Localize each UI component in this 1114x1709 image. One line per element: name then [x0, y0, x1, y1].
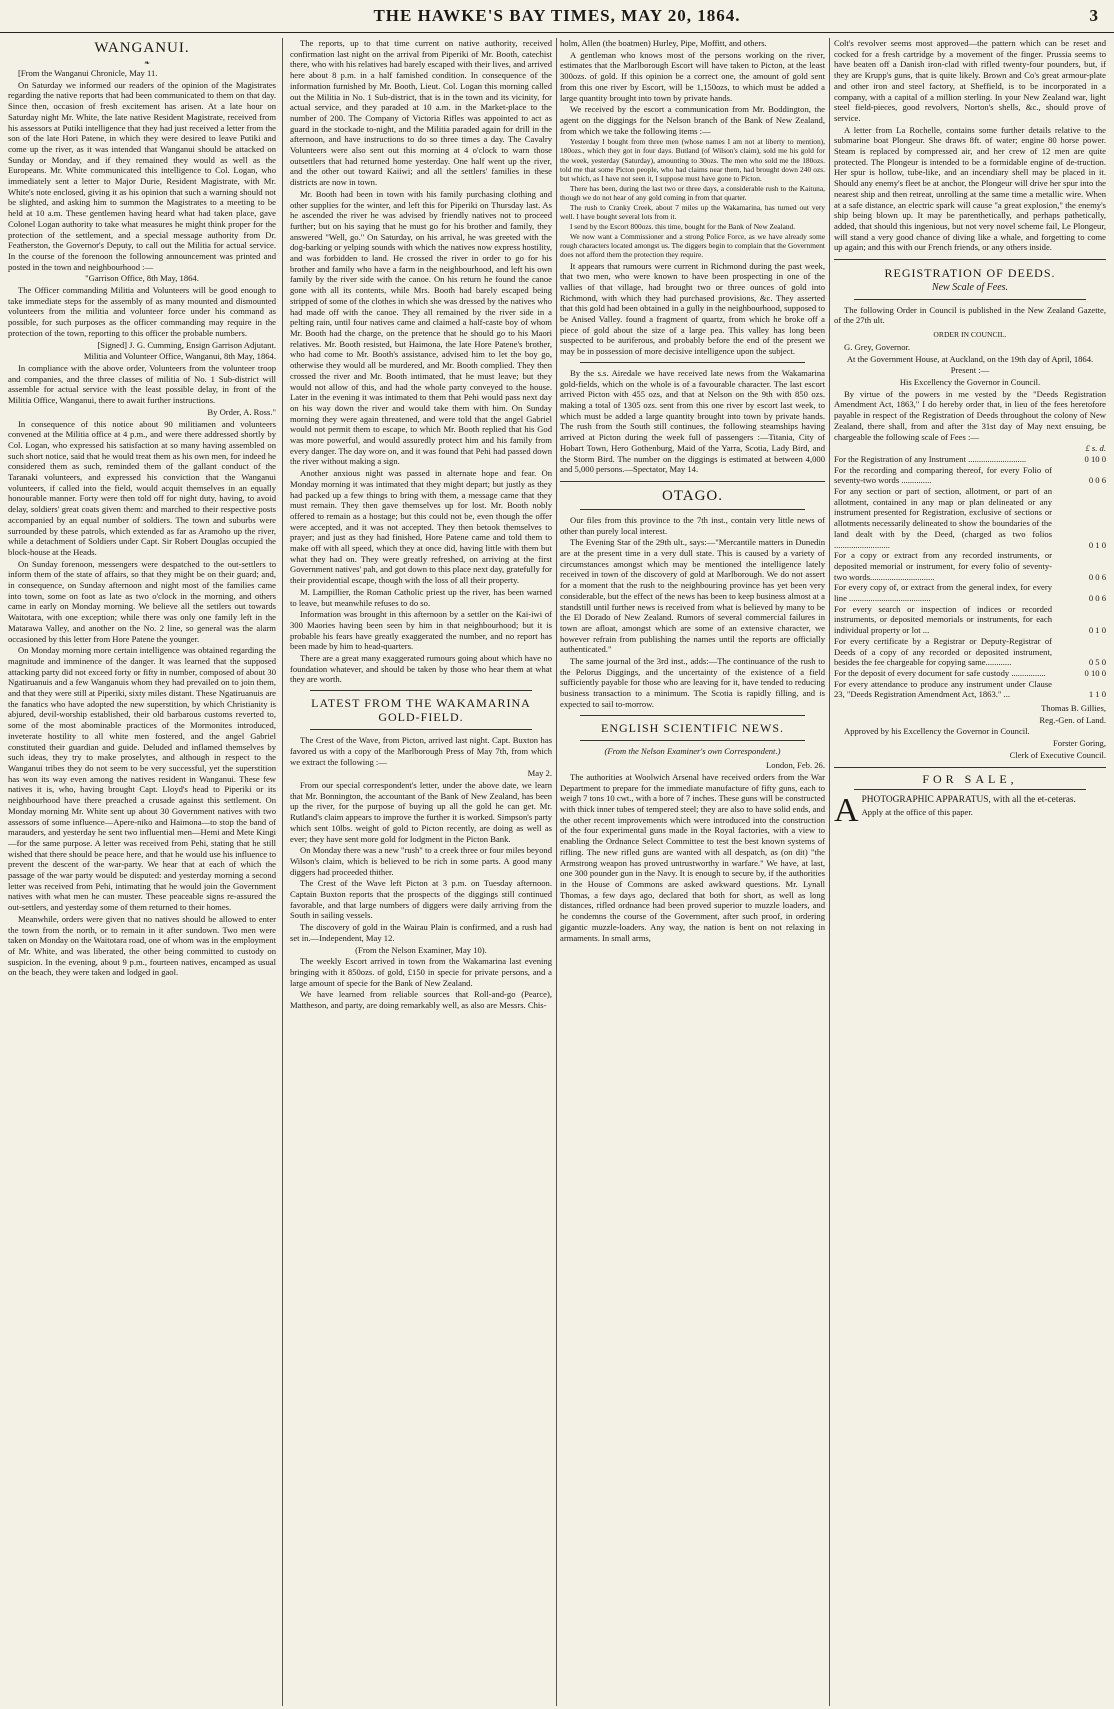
- divider: [834, 767, 1106, 768]
- ad-text: PHOTOGRAPHIC APPARATUS, with all the et-ceteras.: [861, 795, 1076, 806]
- fee-item: For every certificate by a Registrar or Deputy-Registrar of Deeds of a copy of any recorded or deposited instrument, besides the fee chargeable for copying same............: [834, 635, 1052, 668]
- divider: [834, 259, 1106, 260]
- divider: [580, 362, 805, 363]
- paragraph: The weekly Escort arrived in town from the Wakamarina last evening bringing with it 850ozs. of gold, £150 in specie for private persons, and a large amount of specie for the Bank of New Zealand.: [290, 956, 552, 988]
- fee-row: [834, 550, 1106, 582]
- fee-row: [834, 465, 1106, 486]
- paragraph: Colt's revolver seems most approved—the pattern which can be reset and cocked for a fresh cartridge by a movement of the finger. Prussia seems to have beaten off a Danish iron-clad with rifled twenty-four pounders, but, if they are Krupp's guns, that is quite likely. Brown and Co's great armour-plate and other iron and steel factory, at Sheffield, is to be incorporated in a company, with a capital of a million sterling. In your New Zealand war, light steel field-pieces, good revolvers, Norton's shells, &c., should prove of service.: [834, 38, 1106, 123]
- fee-item: For every search or inspection of indices or recorded instruments, or deposited memorials or instruments, for each individual property or lot ...: [834, 603, 1052, 636]
- fee-table: [834, 443, 1106, 700]
- fee-row: [834, 582, 1106, 603]
- paragraph: By virtue of the powers in me vested by the "Deeds Registration Amendment Act, 1863," I do hereby order that, in lieu of the fees heretofore payable in respect of the Registration of Deeds throughout the colony of New Zealand, there shall, from and after the 31st day of May next ensuing, be chargeable the following scale of Fees :—: [834, 388, 1106, 442]
- column-2: [290, 38, 552, 1706]
- article-heading-scientific: ENGLISH SCIENTIFIC NEWS.: [601, 720, 784, 735]
- signature-name: Forster Goring,: [1053, 738, 1106, 749]
- paragraph: Our files from this province to the 7th inst., contain very little news of other than purely local interest.: [560, 514, 825, 536]
- notice-heading-registration: REGISTRATION OF DEEDS.: [884, 266, 1056, 281]
- paragraph: The Crest of the Wave, from Picton, arrived last night. Capt. Buxton has favored us with a copy of the Marlborough Press of May 7th, from which we extract the following :—: [290, 735, 552, 767]
- fee-amount: 0 1 0: [1088, 625, 1106, 636]
- article-heading-wakamarina: LATEST FROM THE WAKAMARINA GOLD-FIELD.: [311, 696, 531, 725]
- paragraph: The Evening Star of the 29th ult., says:—"Mercantile matters in Dunedin are at the present time in a very dull state. This is caused by a variety of circumstances amongst which may be mentioned the intelligence lately received in town of the discovery of gold at Marlborough. We do not assert for a moment that the rush to the neighbouring province has yet been very considerable, but the effect of the news has been to keep business almost at a standstill until further news is received from what is believed by many to be the El Dorado of New Zealand. Rumors of several commercial failures in town are afloat, amongst which are some of an extensive character, we however refrain from publishing the names until the reports are officially authenticated.": [560, 537, 825, 655]
- fee-row: [834, 454, 1106, 465]
- signature-name: Thomas B. Gillies,: [1041, 703, 1106, 714]
- present-label: Present :—: [950, 365, 990, 376]
- paragraph: In consequence of this notice about 90 militiamen and volunteers convened at the Militia office at 4 p.m., and were there addressed shortly by Col. Logan, who expressed his satisfaction at so many having assembled on such short notice, said that he would treat them as his own men, for indeed he considered them as such, reminded them of the gallant conduct of the Taranaki volunteers, and expressed his conviction that the Wanganui volunteers, if called into the field, would acquit themselves in an equally honourable manner. Forty were then told off for night duty, having, to avoid delay, soldiers' great coats given them: and marched to their respective posts accompanied by an equal number of soldiers. The town and suburbs were surrounded by these patrols, which extended as far as Aramoho up the river, while a detachment of Soldiers under Capt. Sir Robert Douglas occupied the block-house at the Heads.: [8, 418, 276, 557]
- paragraph: On Monday morning more certain intelligence was obtained regarding the magnitude and imminence of the danger. It was learned that the supposed attacking party did not exceed forty or fifty in number, composed of about 30 Ngatiruanuis and a few Wanganuis whom they had prevailed on to join them, and that they were still at Piperiki, sixty miles distant. These Ngatiruanuis are the fanatics who have adopted the new superstition, by which Christianity is abjured, devil-worship established, their old barbarous customs reverted to, some of the most abominable practices of the Mormonites introduced, inveterate hostility to all white men fostered, and the angel Gabriel constituted their guardian and guide. Deluded and inflamed themselves by such ideas, they try to make proselytes, and although in respect to the Wanganui tribes they do not seem to be very successful, yet the superstition has won its way even among the natives resident in Wanganui. These few natives it is, who, having brought Capt. Lloyd's head to Piperiki or its neighbourhood have there preached a crusade against this settlement. On Monday morning Mr. White sent up about 30 Government natives with two assessors of some influence—Apere-niko and Haimona—to stop the band of marauders, and yesterday he sent two influential men—Hemi and Mete Kingi—for the same purpose. A letter was received from Pehi, stating that he still wished that there should be peace here, and that he would use his influence to prevent the descent of the war-party. We hear that at each of which the passage of the war party would be disputed: and yesterday morning a second letter was received from Pehi, intimating that he would join the Government natives with what men he can muster. These peaceable signs re-assured the out-settlers, and yesterday some of them returned to their homes.: [8, 645, 276, 913]
- order-title: ORDER IN COUNCIL.: [933, 330, 1007, 340]
- paragraph: Meanwhile, orders were given that no natives should be allowed to enter the town from the north, or to remain in it after sundown. Two men were taken on Monday on the Waitotara road, one of whom was in the employment of Mr. White, and was liberated, the other being committed to custody on suspicion. In the evening, about 9 p.m., fourteen natives, encamped as usual on the beach, they were taken and lodged in gaol.: [8, 913, 276, 978]
- dateline: May 2.: [527, 768, 552, 779]
- paragraph: The Officer commanding Militia and Volunteers will be good enough to take immediate steps for the assembly of as many mounted and dismounted volunteers from the militia and volunteer force under his command as possible, for such purposes as the officer commanding may require in the protection of the town, reporting to this officer the probable numbers.: [8, 285, 276, 338]
- column-rule: [556, 38, 557, 1706]
- fee-row: [834, 486, 1106, 550]
- divider: [560, 481, 825, 482]
- place-line: At the Government House, at Auckland, on the 19th day of April, 1864.: [846, 353, 1094, 364]
- paragraph: From our special correspondent's letter, under the above date, we learn that Mr. Bonnington, the accountant of the Bank of New Zealand, has been up the river, for the purpose of buying up all the gold he can get. Mr. Rutland's claim appears to improve the further it is worked. Simpson's party which sent 10lbs. weight of gold to Picton recently, are doing as well as ever; they have sent more gold for lodgment in the Picton Bank.: [290, 780, 552, 844]
- divider: [580, 715, 805, 716]
- paragraph: The authorities at Woolwich Arsenal have received orders from the War Department to prepare for the immediate manufacture of fifty guns, each to weigh 7 tons 10 cwt., with a bore of 7 inches. These guns will be constructed with thick inner tubes of tempered steel; they are also to have solid ends, and the other recent improvements which were introduced into the construction of the four experimental guns made in the Royal factories, with a view to enabling the Ordnance Select Committee to test the best known systems of rifling. The new rifled guns are wanted with all despatch, as (on dit) "the Armstrong weapon has proved untrustworthy in warfare." We have, at last, one 300 pounder gun in the Navy. It is enough to secure by, if the authorities in the House of Commons are asked awkward questions. Mr. Lynall Thomas, a few days ago, declared that both for short, as well as long distances, rifled ordnance had been proved superior to muzzle loaders, and he condemns the course of the Government, after such proof, in ordering gigantic muzzle-loaders. Any way, the nation is bent on not relaxing in armaments. In small arms,: [560, 771, 825, 943]
- fee-item: For the Registration of any Instrument ...........................: [834, 453, 1027, 464]
- paragraph: The Crest of the Wave left Picton at 3 p.m. on Tuesday afternoon. Captain Buxton reports that the prospects of the diggings still continued favorable, and that large numbers of diggers were daily arriving from the South in sailing vessels.: [290, 878, 552, 921]
- quoted-paragraph: There has been, during the last two or three days, a considerable rush to the Kaituna, though we do not hear of any gold coming in from that quarter.: [560, 183, 825, 202]
- paragraph: The discovery of gold in the Wairau Plain is confirmed, and a rush had set in.—Independent, May 12.: [290, 922, 552, 943]
- notice-dateline: Militia and Volunteer Office, Wanganui, 8th May, 1864.: [83, 351, 276, 362]
- paragraph: The same journal of the 3rd inst., adds:—The continuance of the rush to the Pelorus Diggings, and the uncertainty of the existence of a field sufficiently payable for those who are leaving for it, have tended to reducing business transaction to a minimum. The Scotia is rapidly filling, and is expected to sail to-morrow.: [560, 656, 825, 709]
- fee-item: For the recording and comparing thereof, for every Folio of seventy-two words ..............: [834, 464, 1052, 486]
- paragraph: M. Lampillier, the Roman Catholic priest up the river, has been warned to leave, but meanwhile refuses to do so.: [290, 586, 552, 608]
- column-4: [834, 38, 1106, 1706]
- quoted-paragraph: The rush to Cranky Creek, about 7 miles up the Wakamarina, has turned out very well. I have bought several lots from it.: [560, 202, 825, 222]
- paragraph: The reports, up to that time current on native authority, received confirmation last night on the arrival from Piperiki of Mr. Booth, catechist there, who with his relatives had barely escaped with their lives, and arrived here about 8 p.m. in a half famished condition. In consequence of the information furnished by Mr. Booth, Lieut. Col. Logan this morning called out the Militia in No. 1 Sub-district, that is in the town and its vicinity, for actual service, and they paraded at 10 a.m. in the Market-place to the number of 200. The Company of Victoria Rifles was appointed to act as guard in the stockade to-night, and the Militia paraded again for drill in the afternoon, and have instructions to do so three times a day. The Cavalry Volunteers were also sent out this morning at 4 o'clock to warn those outsettlers that had returned home yesterday. One half went up the river, and the other out toward Kaiiwi; and all the settlers' families in these districts are now in town.: [290, 38, 552, 188]
- fee-item: For every attendance to produce any instrument under Clause 23, "Deeds Registration Amendment Act, 1863." ...: [834, 678, 1052, 700]
- fee-item: For a copy or extract from any recorded instruments, or deposited memorial or instrument, for every folio of seventy-two words..............................: [834, 550, 1052, 582]
- fee-amount: 0 5 0: [1088, 657, 1106, 668]
- paragraph: We have learned from reliable sources that Roll-and-go (Pearce), Mattheson, and party, are doing remarkably well, as also are Messrs. Chis-: [290, 989, 552, 1011]
- fee-amount: 0 1 0: [1088, 539, 1106, 550]
- masthead-title: THE HAWKE'S BAY TIMES, MAY 20, 1864.: [373, 6, 741, 25]
- paragraph: Approved by his Excellency the Governor in Council.: [844, 726, 1030, 737]
- fee-row: [834, 679, 1106, 700]
- paragraph: A letter from La Rochelle, contains some further details relative to the submarine boat Plongeur. She draws 8ft. of water; engine 80 horse power. Steam is replaced by compressed air, and her crew of 12 men are quite protected. The Plongeur is intended to be a formidable engine of de-truction. Her spur is hollow, tube-like, and an incendiary shell may be placed in it. Should any enemy's fleet be at anchor, the Plongeur will drive her spur into the nearest ship and then retreat, unrolling at the same time a metallic wire. When at a safe distance, an electric spark will cause "a great explosion," the enemy's ship being blown up. It may be parenthetically, and perhaps pathetically, added, that should this ingenious, but not very novel scheme fail, Le Plongeur, will stand a very good chance of diving like a whale, and forgetting to come up again; and this with our French friends, or any others inside.: [834, 124, 1106, 253]
- ornament-divider: ❧: [144, 59, 150, 67]
- article-subheading: (From the Nelson Examiner's own Correspondent.): [604, 745, 781, 756]
- column-3: [560, 38, 825, 1706]
- paragraph: On Monday there was a new "rush" to a creek three or four miles beyond Wilson's claim, which is believed to be rich in some parts. A good many diggers had proceeded thither.: [290, 845, 552, 877]
- column-rule: [829, 38, 830, 1706]
- divider: [310, 729, 532, 730]
- fee-amount: 1 1 0: [1088, 689, 1106, 700]
- notice-dateline: "Garrison Office, 8th May, 1864.: [85, 273, 199, 284]
- quoted-paragraph: Yesterday I bought from three men (whose names I am not at liberty to mention), 180ozs., which they got in four days. Butland (of Wilson's claim), sold me his gold for the week, yesterday (Saturday), amounting to 30ozs. The men who sold me the 180ozs. told me that some Picton people, who had claims near them, had brought down 240 ozs. but which, as I have not seen it, I suppose must have gone to Picton.: [560, 137, 825, 183]
- dateline: London, Feb. 26.: [766, 760, 825, 771]
- paragraph: Mr. Booth had been in town with his family purchasing clothing and other supplies for the winter, and left this for Piperiki on Thursday last. As he ascended the river he was advised by friendly natives not to proceed further; but on his saying that he must go for his brother and family, they answered "Well, go." On Saturday, on his arrival, he was greeted with the dog-barking or yelping sounds with which the natives now express hostility, and was forbidden to land. He crossed the river in order to go for his brother and family who have a farm in the neighbourhood, and left his own family by the river side with the canoe. On his return he found the canoe gone with all its contents, while Mrs. Booth had barely escaped being stripped of some of the clothes in which she was dressed by the natives who had made off with the canoe. They all remained by the river side in a pelting rain, until four natives came and claimed a half-caste boy of whom Mr. Booth had the charge, on the pretence that he should go to his Maori relatives. Mr. Booth resisted, but Haimona, the late Hore Patene's brother, who had come to Mr. Booth's assistance, advised him to let the boy go, otherwise they would all be murdered, and Mr. Booth complied. They then crossed the river and Mr. Booth intimated, that he must leave; but they would not allow of this, and had the whole party conveyed to the house. Later in the evening it was intimated to them that Pehi would pass next day on his way down the river and would take them with him. On Sunday morning they were again threatened, and were told that the angel Gabriel would not permit them to escape, to which Mr. Booth replied that his God was more powerful, and would assuredly protect him and his family from every danger. The day wore on, and it was found that Pehi had passed down the river without making a sign.: [290, 188, 552, 467]
- paragraph: [From the Wanganui Chronicle, May 11.: [18, 68, 158, 78]
- divider: [854, 789, 1086, 790]
- for-sale-heading: FOR SALE,: [922, 771, 1018, 786]
- column-rule: [282, 38, 283, 1706]
- divider: [580, 509, 805, 510]
- article-heading-wanganui: WANGANUI.: [94, 40, 190, 56]
- fee-row: [834, 636, 1106, 668]
- fee-amount: 0 10 0: [1084, 667, 1106, 678]
- paragraph: Information was brought in this afternoon by a settler on the Kai-iwi of 300 Maories having been seen by him in that neighbourhood; but it is probable his fears have greatly exaggerated the number, and no report has been made by him to head-quarters.: [290, 609, 552, 652]
- ad-contact: Apply at the office of this paper.: [861, 807, 973, 817]
- fee-amount: 0 10 0: [1084, 453, 1106, 464]
- paragraph: On Sunday forenoon, messengers were despatched to the out-settlers to inform them of the state of affairs, so that they might be on their guard; and, in consequence, on Sunday afternoon and night most of the families came into town, some on foot as late as two o'clock in the morning, and others came in early on Monday morning. We believe all the settlers out towards Waitotara, with one exception; while there was only one family left in the Matarawa Valley, and another on the No. 2 line, so general was the alarm occasioned by this letter from Hore Patene the younger.: [8, 558, 276, 644]
- divider: [580, 740, 805, 741]
- paragraph: A gentleman who knows most of the persons working on the river, estimates that the Marlborough Escort will have taken to Picton, at the least 300ozs. of gold. If this opinion be a correct one, the amount of gold sent from this one river by Escort, will be 1,150ozs, to which must be added a large quantity brought into town by private hands.: [560, 49, 825, 103]
- paragraph: In compliance with the above order, Volunteers from the volunteer troop and companies, and the three classes of militia of No. 1 Sub-district will assemble for actual service with the least possible delay, in front of the Militia Office, Wanganui, there to await further instructions.: [8, 362, 276, 406]
- paragraph: holm, Allen (the boatmen) Hurley, Pipe, Moffitt, and others.: [560, 38, 767, 48]
- paragraph: Another anxious night was passed in alternate hope and fear. On Monday morning it was intimated that they might depart; but justly as they had packed up a few things to bring with them, a message came that they must remain. They then gave themselves up for lost. Mr. Booth nobly offered to remain as a hostage; but this could not be, even though the offer were accepted, and it was not accepted. They then betook themselves to prayer; and just as they had finished, Hore Patene came and told them to make off with all speed, which they at once did, having little with them but what they had on. They were greatly refreshed, on arriving at the first Government natives' pah, and got down to this place next day, gratefully for their providential escape, though with the loss of all their property.: [290, 468, 552, 586]
- paragraph: There are a great many exaggerated rumours going about which have no foundation whatever, and should be taken by those who hear them at what they are worth.: [290, 653, 552, 685]
- source-line: (From the Nelson Examiner, May 10).: [355, 944, 487, 955]
- fee-amount: 0 0 6: [1088, 571, 1106, 582]
- governor-line: G. Grey, Governor.: [844, 341, 911, 352]
- signature-title: Clerk of Executive Council.: [1009, 749, 1106, 760]
- notice-signature: [Signed] J. G. Cumming, Ensign Garrison Adjutant.: [97, 339, 276, 350]
- notice-signature: By Order, A. Ross.": [207, 406, 276, 417]
- fee-table-header: [834, 443, 1106, 454]
- divider: [854, 299, 1086, 300]
- fee-amount: 0 0 6: [1088, 475, 1106, 486]
- paragraph: It appears that rumours were current in Richmond during the past week, that two men, who were known to have been prospecting in one of the vallies of that village, had brought two or three ounces of gold into Richmond, with which they had purchased provisions, &c. They asserted that this gold had been obtained in a gully in the neighbourhood, supposed to be Anised Valley. found a fragment of quartz, from which he broke off a piece of gold about the size of a large pea. This valley has long been suspected to be auriferous, and probably before the end of the present we may be in possession of more decisive intelligence upon the subject.: [560, 260, 825, 357]
- divider: [310, 690, 532, 691]
- fee-item: For every copy of, or extract from the general index, for every line ......................................: [834, 582, 1052, 604]
- fee-row: [834, 604, 1106, 636]
- article-heading-otago: OTAGO.: [661, 487, 724, 504]
- paragraph: The following Order in Council is published in the New Zealand Gazette, of the 27th ult.: [834, 304, 1106, 326]
- paragraph: By the s.s. Airedale we have received late news from the Wakamarina gold-fields, which on the whole is of a favourable character. The last escort arrived Picton with 455 ozs, and that at Nelson on the 9th with 850 ozs. making a total of 1305 ozs. sent from this one river by escort last week, to which must be added a large quantity brought into town by private hands. The rush from the South still continues, the following steamships having arrived at Picton during the week full of passengers :—Titania, City of Hobart Town, Hero Gothenburg, Maid of the Yarra, Scotia, Lady Bird, and the Storm Bird. The number on the diggings is estimated at between 4,000 and 5,000 persons.—Spectator, May 14.: [560, 367, 825, 475]
- paragraph: We received by the escort a communication from Mr. Boddington, the agent on the diggings for the Nelson branch of the Bank of New Zealand, from which we take the following items :—: [560, 104, 825, 136]
- fee-amount: 0 0 6: [1088, 593, 1106, 604]
- column-1: [8, 38, 276, 1706]
- ad-block: [834, 792, 1106, 830]
- fee-item: For any section or part of section, allotment, or part of an allotment, contained in any map or plan delineated or any instrument presented for Registration, exclusive of sections or allotments necessarily delineated to show the boundaries of the land dealt with by the Deed, (charged as two folios ..........................: [834, 486, 1052, 550]
- signature-title: Reg.-Gen. of Land.: [1039, 714, 1106, 725]
- paragraph: On Saturday we informed our readers of the opinion of the Magistrates regarding the native reports that had been communicated to them on that day. Since then, occasion of fresh excitement has arisen. At a late hour on Saturday night Mr. White, the late native Resident Magistrate, received from his assessors at Putiki intelligence that they had just received a letter from the son of the late Hori Patene, in which they were desired to leave Putiki and come up the river, as it was intended that Wanganui should be attacked on Sunday or Monday, and if they remained they would as well as the Europeans. Mr. White communicated this intelligence to Col. Logan, who immediately sent a letter to Major Durie, Resident Magistrate, with Mr. White's note enclosed, giving it as his opinion that such a warning should not be slighted, and asking him to summon the Magistrates to a meeting to be held at 10 a.m. These gentlemen having heard what had taken place, gave Colonel Logan authority to take what measures he might think proper for the protection of the settlement, and a special message authority from Dr. Featherston, the Governor's Deputy, to call out the Militia for actual service. In the course of the forenoon the following announcement was printed and posted in the town and neighbourhood :—: [8, 79, 276, 272]
- fee-item: For the deposit of every document for safe custody ................: [834, 667, 1046, 678]
- notice-subheading: New Scale of Fees.: [931, 282, 1009, 294]
- fee-currency-header: £ s. d.: [1085, 443, 1106, 454]
- page-number: 3: [1089, 6, 1098, 25]
- present-who: His Excellency the Governor in Council.: [899, 376, 1041, 387]
- masthead: [0, 0, 1114, 33]
- drop-cap: A: [834, 792, 859, 830]
- fee-row: [834, 668, 1106, 679]
- quoted-paragraph: I send by the Escort 800ozs. this time, bought for the Bank of New Zealand.: [570, 222, 796, 232]
- quoted-paragraph: We now want a Commissioner and a strong Police Force, as we have already some rough characters located amongst us. The diggers begin to complain that the Government does not afford them the protection they require.: [560, 232, 825, 260]
